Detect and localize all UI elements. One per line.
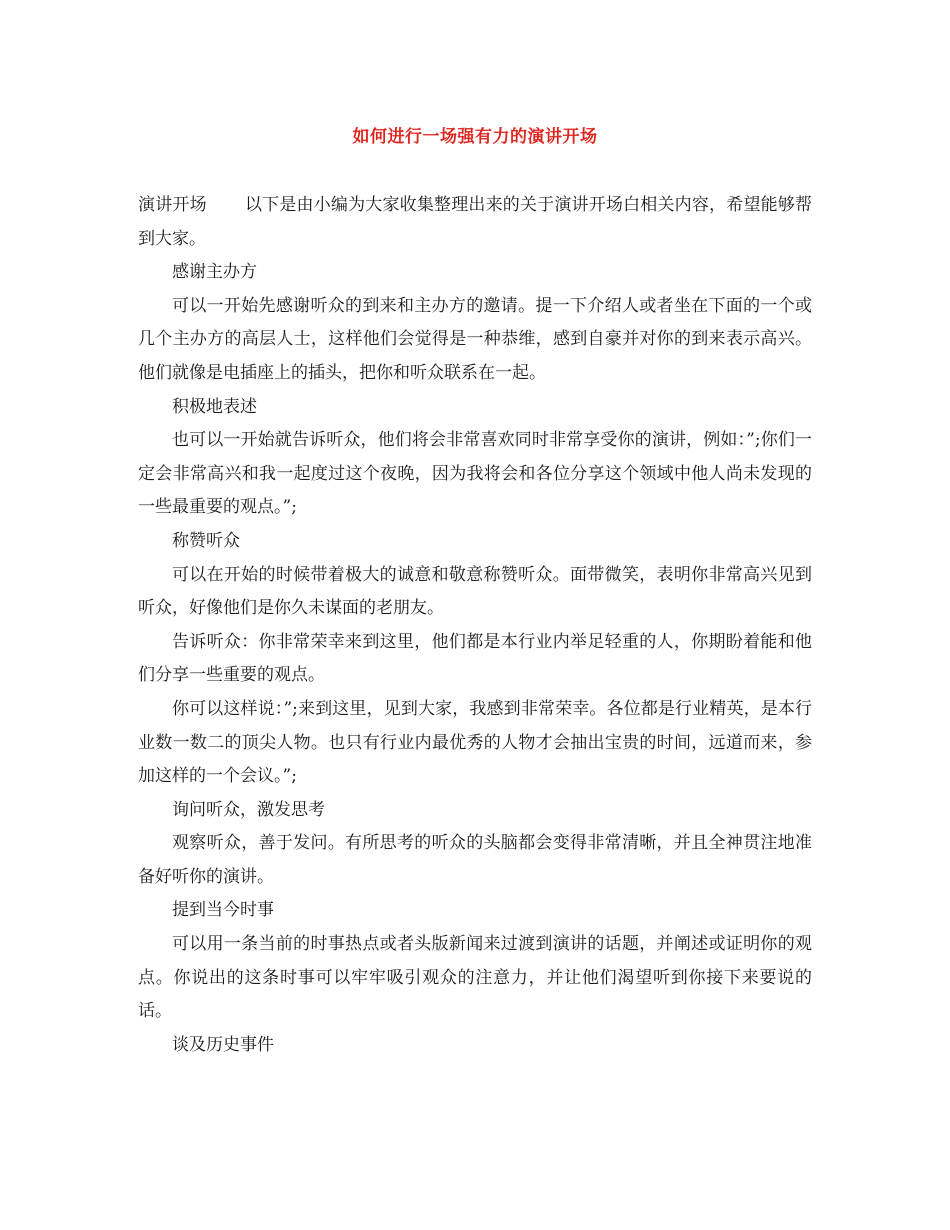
document-body [138,189,812,1062]
heading-thank-organizer: 感谢主办方 [172,262,257,283]
heading-ask-audience: 询问听众，激发思考 [172,799,325,820]
paragraph-example-speech: 你可以这样说：”;来到这里，见到大家，我感到非常荣幸。各位都是行业精英，是本行业数一数二的顶尖人物。也只有行业内最优秀的人物才会抽出宝贵的时间，远道而来，参加这样的一个会议。”; [138,698,812,787]
intro-label: 演讲开场 [138,195,207,215]
document-title: 如何进行一场强有力的演讲开场 [352,127,598,147]
paragraph-praise-audience: 可以在开始的时候带着极大的诚意和敬意称赞听众。面带微笑，表明你非常高兴见到听众，好像他们是你久未谋面的老朋友。 [138,564,812,619]
heading-historical-events: 谈及历史事件 [172,1034,274,1055]
heading-current-events: 提到当今时事 [172,900,274,921]
paragraph-ask-audience: 观察听众，善于发问。有所思考的听众的头脑都会变得非常清晰，并且全神贯注地准备好听你的演讲。 [138,833,812,887]
heading-praise-audience: 称赞听众 [172,530,240,551]
paragraph-positive-statement: 也可以一开始就告诉听众，他们将会非常喜欢同时非常享受你的演讲，例如：”;你们一定会非常高兴和我一起度过这个夜晚，因为我将会和各位分享这个领域中他人尚未发现的一些最重要的观点。”; [138,430,812,518]
intro-paragraph [138,189,812,256]
heading-positive-statement: 积极地表述 [172,396,257,417]
paragraph-tell-audience: 告诉听众：你非常荣幸来到这里，他们都是本行业内举足轻重的人，你期盼着能和他们分享一些重要的观点。 [138,631,812,686]
paragraph-thank-organizer: 可以一开始先感谢听众的到来和主办方的邀请。提一下介绍人或者坐在下面的一个或几个主办方的高层人士，这样他们会觉得是一种恭维，感到自豪并对你的到来表示高兴。他们就像是电插座上的插头，把你和听众联系在一起。 [138,295,812,383]
intro-text: 以下是由小编为大家收集整理出来的关于演讲开场白相关内容，希望能够帮到大家。 [138,195,813,249]
paragraph-current-events: 可以用一条当前的时事热点或者头版新闻来过渡到演讲的话题，并阐述或证明你的观点。你说出的这条时事可以牢牢吸引观众的注意力，并让他们渴望听到你接下来要说的话。 [138,934,812,1022]
